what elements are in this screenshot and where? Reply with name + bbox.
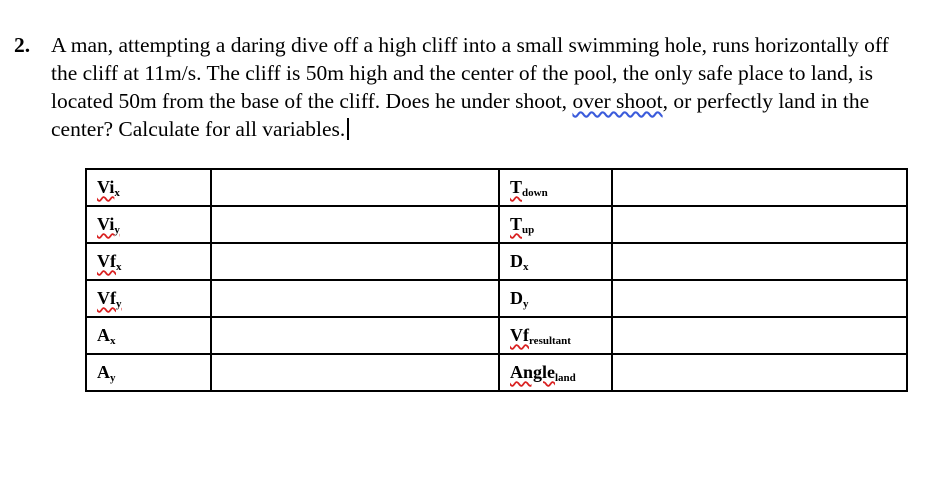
answer-cell[interactable]: [612, 317, 907, 354]
table-row: [86, 317, 907, 354]
variable-name: $T_{down}$: [510, 176, 548, 199]
variable-label-vfy: [86, 280, 211, 317]
variable-label-ax: [86, 317, 211, 354]
problem-text-part-1: A man, attempting a daring dive off a high cliff into a small swimming hole, runs horizontally off the cliff at 11m/s. The cliff is 50m high and the center of the pool, the only safe place to land, is located 50m from the base of the cliff. Does he under shoot,: [51, 33, 889, 113]
variable-name: $Vf_x$: [97, 250, 122, 273]
answer-cell[interactable]: [612, 280, 907, 317]
variable-name: $A_y$: [97, 361, 116, 384]
problem-text-part-2: , or perfectly land in the center? Calculate for all variables.: [51, 89, 870, 141]
variable-label-viy: [86, 206, 211, 243]
variable-name: $Vf_y$: [97, 287, 122, 310]
answer-cell[interactable]: [211, 169, 499, 206]
answer-cell[interactable]: [211, 317, 499, 354]
variable-label-tup: [499, 206, 612, 243]
problem-statement: [14, 31, 894, 143]
variable-name: $A_x$: [97, 324, 116, 347]
answer-cell[interactable]: [211, 280, 499, 317]
grammar-flagged-phrase: over shoot: [572, 89, 663, 113]
variable-label-vix: [86, 169, 211, 206]
table-row: [86, 280, 907, 317]
table-row: [86, 206, 907, 243]
variable-name: $D_x$: [510, 250, 529, 273]
variable-name: $Vi_y$: [97, 213, 120, 236]
text-cursor: [347, 118, 349, 140]
variable-label-angle-land: [499, 354, 612, 391]
variable-name: $Vi_x$: [97, 176, 120, 199]
table-row: [86, 354, 907, 391]
variable-name: $T_{up}$: [510, 213, 535, 236]
answer-cell[interactable]: [612, 206, 907, 243]
answer-cell[interactable]: [612, 169, 907, 206]
problem-number: 2.: [14, 33, 31, 57]
answer-cell[interactable]: [211, 243, 499, 280]
problem-text[interactable]: [51, 31, 894, 143]
variable-label-ay: [86, 354, 211, 391]
variable-label-vfx: [86, 243, 211, 280]
variable-label-dx: [499, 243, 612, 280]
variable-name: $Vf_{resultant}$: [510, 324, 571, 347]
variable-label-tdown: [499, 169, 612, 206]
answer-cell[interactable]: [211, 206, 499, 243]
variable-name: Angle$_{land}$: [510, 361, 576, 384]
answer-cell[interactable]: [612, 354, 907, 391]
variable-label-dy: [499, 280, 612, 317]
variable-name: $D_y$: [510, 287, 529, 310]
variables-table: [85, 168, 908, 392]
answer-cell[interactable]: [211, 354, 499, 391]
table-row: [86, 243, 907, 280]
variable-label-vf-resultant: [499, 317, 612, 354]
table-row: [86, 169, 907, 206]
answer-cell[interactable]: [612, 243, 907, 280]
